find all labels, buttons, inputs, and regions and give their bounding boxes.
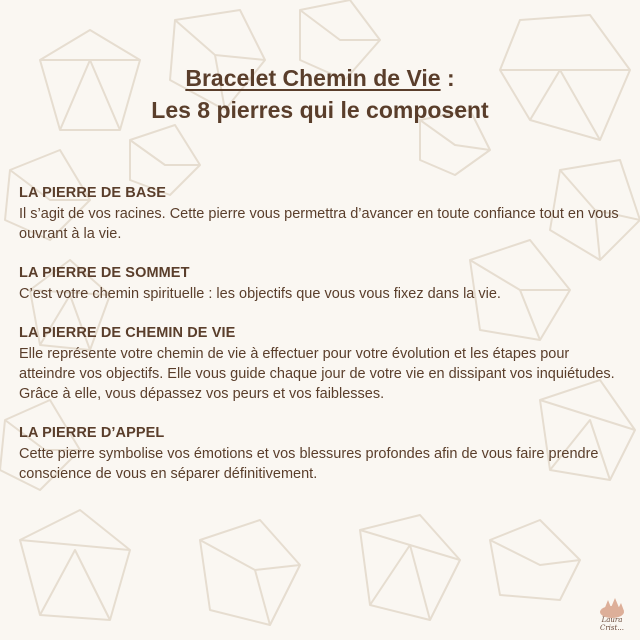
- logo-text: Laura Crist...: [599, 616, 625, 632]
- section-text: [19, 344, 619, 404]
- title-line-2: Les 8 pierres qui le composent: [151, 97, 489, 123]
- page-title: [0, 62, 640, 126]
- section-pierre-de-chemin-de-vie: [19, 323, 619, 404]
- title-main: Bracelet Chemin de Vie: [185, 65, 441, 91]
- section-text: [19, 284, 619, 304]
- section-text: [19, 444, 619, 484]
- brand-logo: [590, 596, 634, 636]
- section-pierre-d-appel: [19, 423, 619, 484]
- title-line-1: [0, 62, 640, 94]
- section-paragraph: Grâce à elle, vous dépassez vos peurs et vos faiblesses.: [19, 386, 385, 402]
- section-heading: LA PIERRE DE BASE: [19, 185, 166, 201]
- section-paragraph: Elle représente votre chemin de vie à effectuer pour votre évolution et les étapes pour atteindre vos objectifs. Elle vous guide chaque jour de votre vie en dissipant vos inquiétudes.: [19, 346, 615, 382]
- section-heading: LA PIERRE D’APPEL: [19, 425, 165, 441]
- section-text: [19, 204, 619, 244]
- section-pierre-de-sommet: [19, 263, 619, 304]
- title-colon: :: [440, 65, 455, 91]
- section-heading: LA PIERRE DE CHEMIN DE VIE: [19, 325, 236, 341]
- section-paragraph: Cette pierre symbolise vos émotions et vos blessures profondes afin de vous faire prendre conscience de vous en séparer définitivement.: [19, 446, 599, 482]
- stone-sections: [19, 183, 619, 503]
- section-paragraph: C’est votre chemin spirituelle : les objectifs que vous vous fixez dans la vie.: [19, 286, 501, 302]
- section-paragraph: Il s’agit de vos racines. Cette pierre vous permettra d’avancer en toute confiance tout en vous ouvrant à la vie.: [19, 206, 619, 242]
- section-heading: LA PIERRE DE SOMMET: [19, 265, 190, 281]
- section-pierre-de-base: [19, 183, 619, 244]
